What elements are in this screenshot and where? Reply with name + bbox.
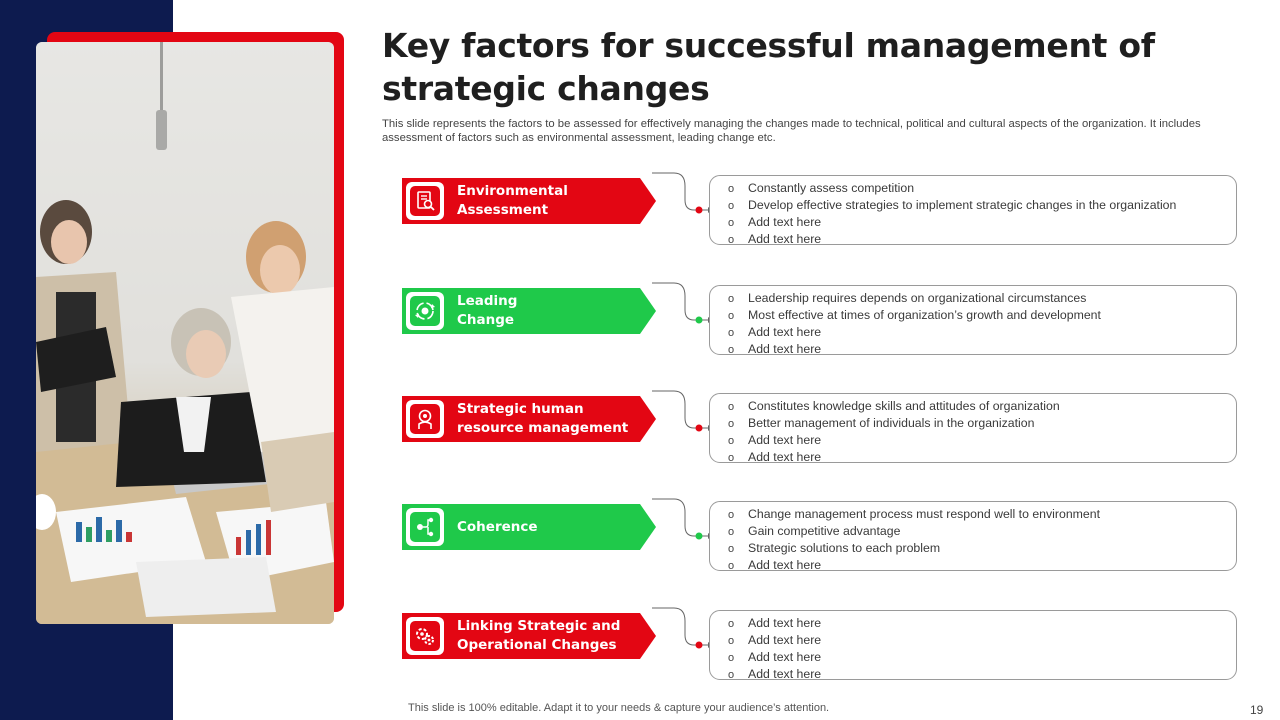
person-gear-icon [406,400,444,438]
bullet-item: o Add text here [728,432,1236,449]
bullet-item: o Add text here [728,231,1236,248]
bullet-item: o Leadership requires depends on organizational circumstances [728,290,1236,307]
factor-details-box [709,285,1237,355]
network-nodes-icon [406,508,444,546]
factor-details-box [709,393,1237,463]
factor-row-environmental-assessment [402,172,1242,244]
factor-row-strategic-hr-management [402,390,1242,462]
factor-tag[interactable] [402,504,656,550]
bullet-item: o Develop effective strategies to implement strategic changes in the organization [728,197,1236,214]
bullet-item: o Better management of individuals in the organization [728,415,1236,432]
factor-tag[interactable] [402,178,656,224]
slide-subtitle: This slide represents the factors to be assessed for effectively managing the changes made to technical, political and cultural aspects of the organization. It includes assessment of factors such as environmental assessment, leading change etc. [382,118,1201,144]
connector-line [632,498,712,550]
bullet-item: o Add text here [728,615,1236,632]
factor-label: Strategic human resource management [457,401,629,436]
connector-line [632,390,712,442]
factor-label: Linking Strategic and Operational Changes [457,618,621,653]
factor-details-box [709,610,1237,680]
bullet-item: o Add text here [728,632,1236,649]
page-number: 19 [1250,703,1264,717]
slide-title: Key factors for successful management of strategic changes [382,26,1155,108]
factor-label: Environmental Assessment [457,183,568,218]
bullet-item: o Add text here [728,214,1236,231]
bullet-item: o Add text here [728,666,1236,683]
gears-icon [406,617,444,655]
factor-label: Leading Change [457,293,518,328]
slide-footer-note: This slide is 100% editable. Adapt it to your needs & capture your audience’s attention. [408,702,830,714]
bullet-item: o Change management process must respond well to environment [728,506,1236,523]
bullet-item: o Add text here [728,449,1236,466]
factor-row-linking-strategic-operational [402,607,1242,679]
bullet-item: o Add text here [728,324,1236,341]
factor-tag[interactable] [402,613,656,659]
factor-row-coherence [402,498,1242,570]
bullet-item: o Add text here [728,557,1236,574]
bullet-item: o Constitutes knowledge skills and attitudes of organization [728,398,1236,415]
bullet-item: o Constantly assess competition [728,180,1236,197]
factor-details-box [709,501,1237,571]
bullet-item: o Strategic solutions to each problem [728,540,1236,557]
document-search-icon [406,182,444,220]
gears-cycle-icon [406,292,444,330]
bullet-item: o Most effective at times of organization’s growth and development [728,307,1236,324]
connector-line [632,607,712,659]
bullet-item: o Gain competitive advantage [728,523,1236,540]
factor-label: Coherence [457,518,538,535]
meeting-photo [36,42,334,624]
bullet-item: o Add text here [728,649,1236,666]
bullet-item: o Add text here [728,341,1236,358]
factor-row-leading-change [402,282,1242,354]
factor-tag[interactable] [402,288,656,334]
factor-details-box [709,175,1237,245]
connector-line [632,282,712,334]
connector-line [632,172,712,224]
factor-tag[interactable] [402,396,656,442]
